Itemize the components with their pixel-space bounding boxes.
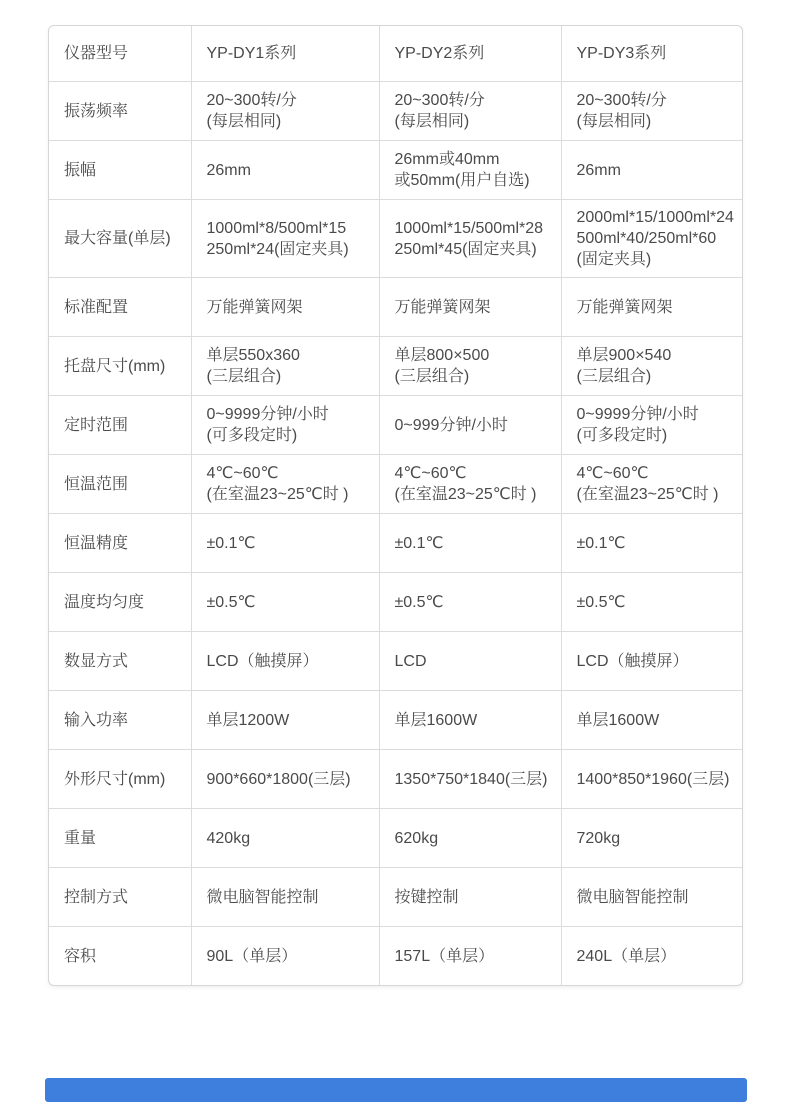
spec-value-cell: ±0.5℃ [379, 573, 561, 632]
spec-table-body [49, 26, 742, 985]
spec-value-cell: LCD [379, 632, 561, 691]
spec-value-cell: 620kg [379, 809, 561, 868]
spec-value-cell: 20~300转/分 (每层相同) [191, 82, 379, 141]
spec-value-cell: LCD（触摸屏） [561, 632, 742, 691]
spec-value-cell: 按键控制 [379, 868, 561, 927]
spec-value-cell: 0~999分钟/小时 [379, 396, 561, 455]
spec-value-cell: 1000ml*15/500ml*28 250ml*45(固定夹具) [379, 200, 561, 278]
spec-label-cell: 输入功率 [49, 691, 191, 750]
table-row [49, 573, 742, 632]
spec-value-cell: 1350*750*1840(三层) [379, 750, 561, 809]
spec-label-cell: 重量 [49, 809, 191, 868]
spec-label-cell: 振荡频率 [49, 82, 191, 141]
spec-value-cell: 420kg [191, 809, 379, 868]
spec-value-cell: YP-DY1系列 [191, 26, 379, 82]
spec-label-cell: 容积 [49, 927, 191, 986]
spec-value-cell: 单层800×500 (三层组合) [379, 337, 561, 396]
spec-value-cell: 单层1600W [561, 691, 742, 750]
table-row [49, 396, 742, 455]
spec-label-cell: 标准配置 [49, 278, 191, 337]
spec-label-cell: 定时范围 [49, 396, 191, 455]
spec-value-cell: 万能弹簧网架 [379, 278, 561, 337]
spec-value-cell: 157L（单层） [379, 927, 561, 986]
spec-table-container [48, 25, 743, 986]
spec-value-cell: ±0.5℃ [191, 573, 379, 632]
spec-label-cell: 数显方式 [49, 632, 191, 691]
spec-value-cell: 万能弹簧网架 [191, 278, 379, 337]
spec-value-cell: 4℃~60℃ (在室温23~25℃时 ) [191, 455, 379, 514]
table-row [49, 26, 742, 82]
spec-label-cell: 最大容量(单层) [49, 200, 191, 278]
spec-value-cell: YP-DY2系列 [379, 26, 561, 82]
table-row [49, 200, 742, 278]
table-row [49, 927, 742, 986]
spec-label-cell: 外形尺寸(mm) [49, 750, 191, 809]
table-row [49, 82, 742, 141]
spec-value-cell: 1400*850*1960(三层) [561, 750, 742, 809]
spec-value-cell: 1000ml*8/500ml*15 250ml*24(固定夹具) [191, 200, 379, 278]
spec-value-cell: 万能弹簧网架 [561, 278, 742, 337]
table-row [49, 141, 742, 200]
spec-value-cell: 单层900×540 (三层组合) [561, 337, 742, 396]
table-row [49, 868, 742, 927]
spec-value-cell: 0~9999分钟/小时 (可多段定时) [561, 396, 742, 455]
spec-value-cell: 4℃~60℃ (在室温23~25℃时 ) [561, 455, 742, 514]
table-row [49, 691, 742, 750]
spec-label-cell: 托盘尺寸(mm) [49, 337, 191, 396]
spec-value-cell: 26mm [561, 141, 742, 200]
spec-value-cell: 微电脑智能控制 [561, 868, 742, 927]
bottom-accent-bar [45, 1078, 747, 1102]
spec-label-cell: 振幅 [49, 141, 191, 200]
spec-label-cell: 控制方式 [49, 868, 191, 927]
spec-label-cell: 仪器型号 [49, 26, 191, 82]
spec-value-cell: 26mm或40mm 或50mm(用户自选) [379, 141, 561, 200]
spec-value-cell: ±0.1℃ [379, 514, 561, 573]
spec-value-cell: 900*660*1800(三层) [191, 750, 379, 809]
spec-value-cell: ±0.5℃ [561, 573, 742, 632]
table-row [49, 278, 742, 337]
table-row [49, 455, 742, 514]
spec-value-cell: YP-DY3系列 [561, 26, 742, 82]
table-row [49, 809, 742, 868]
spec-value-cell: 单层550x360 (三层组合) [191, 337, 379, 396]
table-row [49, 514, 742, 573]
spec-label-cell: 恒温精度 [49, 514, 191, 573]
spec-value-cell: 单层1600W [379, 691, 561, 750]
table-row [49, 750, 742, 809]
spec-value-cell: 720kg [561, 809, 742, 868]
spec-value-cell: 90L（单层） [191, 927, 379, 986]
table-row [49, 337, 742, 396]
spec-value-cell: 0~9999分钟/小时 (可多段定时) [191, 396, 379, 455]
spec-value-cell: 单层1200W [191, 691, 379, 750]
spec-value-cell: 240L（单层） [576, 947, 677, 965]
spec-value-cell: ±0.1℃ [191, 514, 379, 573]
spec-value-cell: 20~300转/分 (每层相同) [561, 82, 742, 141]
spec-value-cell: 20~300转/分 (每层相同) [379, 82, 561, 141]
spec-value-cell: ±0.1℃ [561, 514, 742, 573]
spec-label-cell: 温度均匀度 [49, 573, 191, 632]
spec-table [49, 26, 742, 985]
spec-value-cell: 4℃~60℃ (在室温23~25℃时 ) [379, 455, 561, 514]
table-row [49, 632, 742, 691]
spec-value-cell: LCD（触摸屏） [191, 632, 379, 691]
spec-value-cell: 26mm [191, 141, 379, 200]
spec-value-cell: 微电脑智能控制 [191, 868, 379, 927]
spec-value-cell: 2000ml*15/1000ml*24 500ml*40/250ml*60 (固定夹具) [561, 200, 742, 278]
spec-label-cell: 恒温范围 [49, 455, 191, 514]
